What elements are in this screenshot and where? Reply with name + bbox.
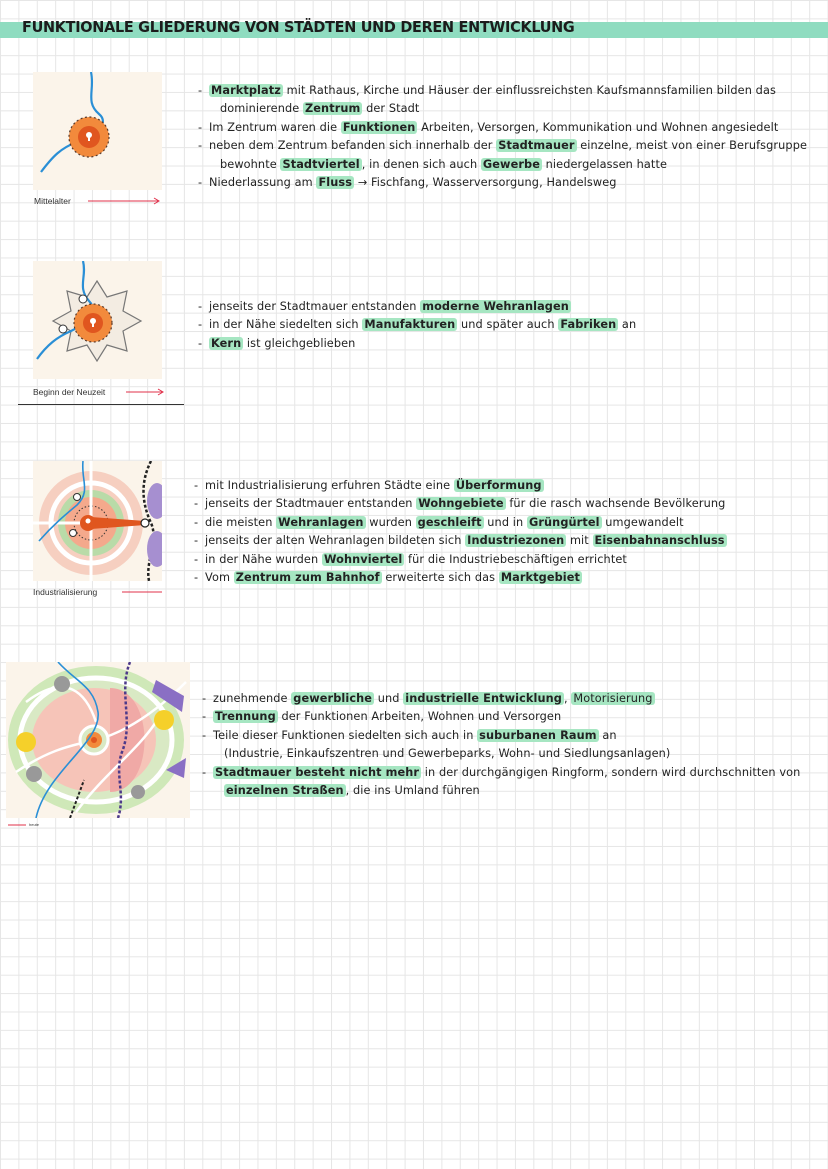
era-label-medieval: Mittelalter [34, 196, 71, 206]
page-title: FUNKTIONALE GLIEDERUNG VON STÄDTEN UND DEREN ENTWICKLUNG [22, 18, 575, 36]
bullet-item: - Stadtmauer besteht nicht mehr in der durchgängigen Ringform, sondern wird durchschnitten von einzelnen Straßen , die ins Umland führen [202, 764, 800, 801]
section-divider [18, 404, 184, 405]
bullet-item: - Kern ist gleichgeblieben [198, 335, 636, 353]
bullet-item: - in der Nähe wurden Wohnviertel für die Industriebeschäftigen errichtet [194, 551, 727, 569]
bullet-item: - Marktplatz mit Rathaus, Kirche und Häuser der einflussreichsten Kaufsmannsfamilien bilden das dominierende Zentrum der Stadt [198, 82, 807, 119]
bullet-item: - Teile dieser Funktionen siedelten sich auch in suburbanen Raum an (Industrie, Einkaufszentren und Gewerbeparks, Wohn- und Siedlungsanlagen) [202, 727, 800, 764]
bullet-item: - jenseits der Stadtmauer entstanden moderne Wehranlagen [198, 298, 636, 316]
bullet-list-industrial [194, 477, 727, 587]
era-label-industrial: Industrialisierung [33, 587, 98, 597]
industrial-city-diagram [33, 461, 162, 581]
arrow-right-icon [122, 587, 164, 597]
arrow-right-icon [126, 387, 166, 397]
bullet-item: - Trennung der Funktionen Arbeiten, Wohnen und Versorgen [202, 708, 800, 726]
era-label-early-modern: Beginn der Neuzeit [33, 387, 106, 397]
bullet-item: - Vom Zentrum zum Bahnhof erweiterte sich das Marktgebiet [194, 569, 727, 587]
medieval-city-diagram [33, 72, 162, 190]
bullet-list-today [202, 690, 800, 800]
era-label-today: heute [29, 822, 40, 827]
bullet-list-medieval [198, 82, 807, 192]
modern-city-diagram [6, 662, 190, 818]
bullet-item: - jenseits der alten Wehranlagen bildeten sich Industriezonen mit Eisenbahnanschluss [194, 532, 727, 550]
bullet-item: - zunehmende gewerbliche und industrielle Entwicklung , Motorisierung [202, 690, 800, 708]
bullet-list-early-modern [198, 298, 636, 353]
bullet-item: - Im Zentrum waren die Funktionen Arbeiten, Versorgen, Kommunikation und Wohnen angesiedelt [198, 119, 807, 137]
bullet-item: - Niederlassung am Fluss → Fischfang, Wasserversorgung, Handelsweg [198, 174, 807, 192]
arrow-right-icon [88, 196, 162, 206]
bullet-item: - jenseits der Stadtmauer entstanden Wohngebiete für die rasch wachsende Bevölkerung [194, 495, 727, 513]
bullet-item: - neben dem Zentrum befanden sich innerhalb der Stadtmauer einzelne, meist von einer Berufsgruppe bewohnte Stadtviertel , in denen sich auch Gewerbe niedergelassen hatte [198, 137, 807, 174]
early-modern-city-diagram [33, 261, 162, 379]
bullet-item: - in der Nähe siedelten sich Manufakturen und später auch Fabriken an [198, 316, 636, 334]
bullet-item: - die meisten Wehranlagen wurden geschleift und in Grüngürtel umgewandelt [194, 514, 727, 532]
arrow-right-icon [8, 822, 28, 828]
bullet-item: - mit Industrialisierung erfuhren Städte eine Überformung [194, 477, 727, 495]
